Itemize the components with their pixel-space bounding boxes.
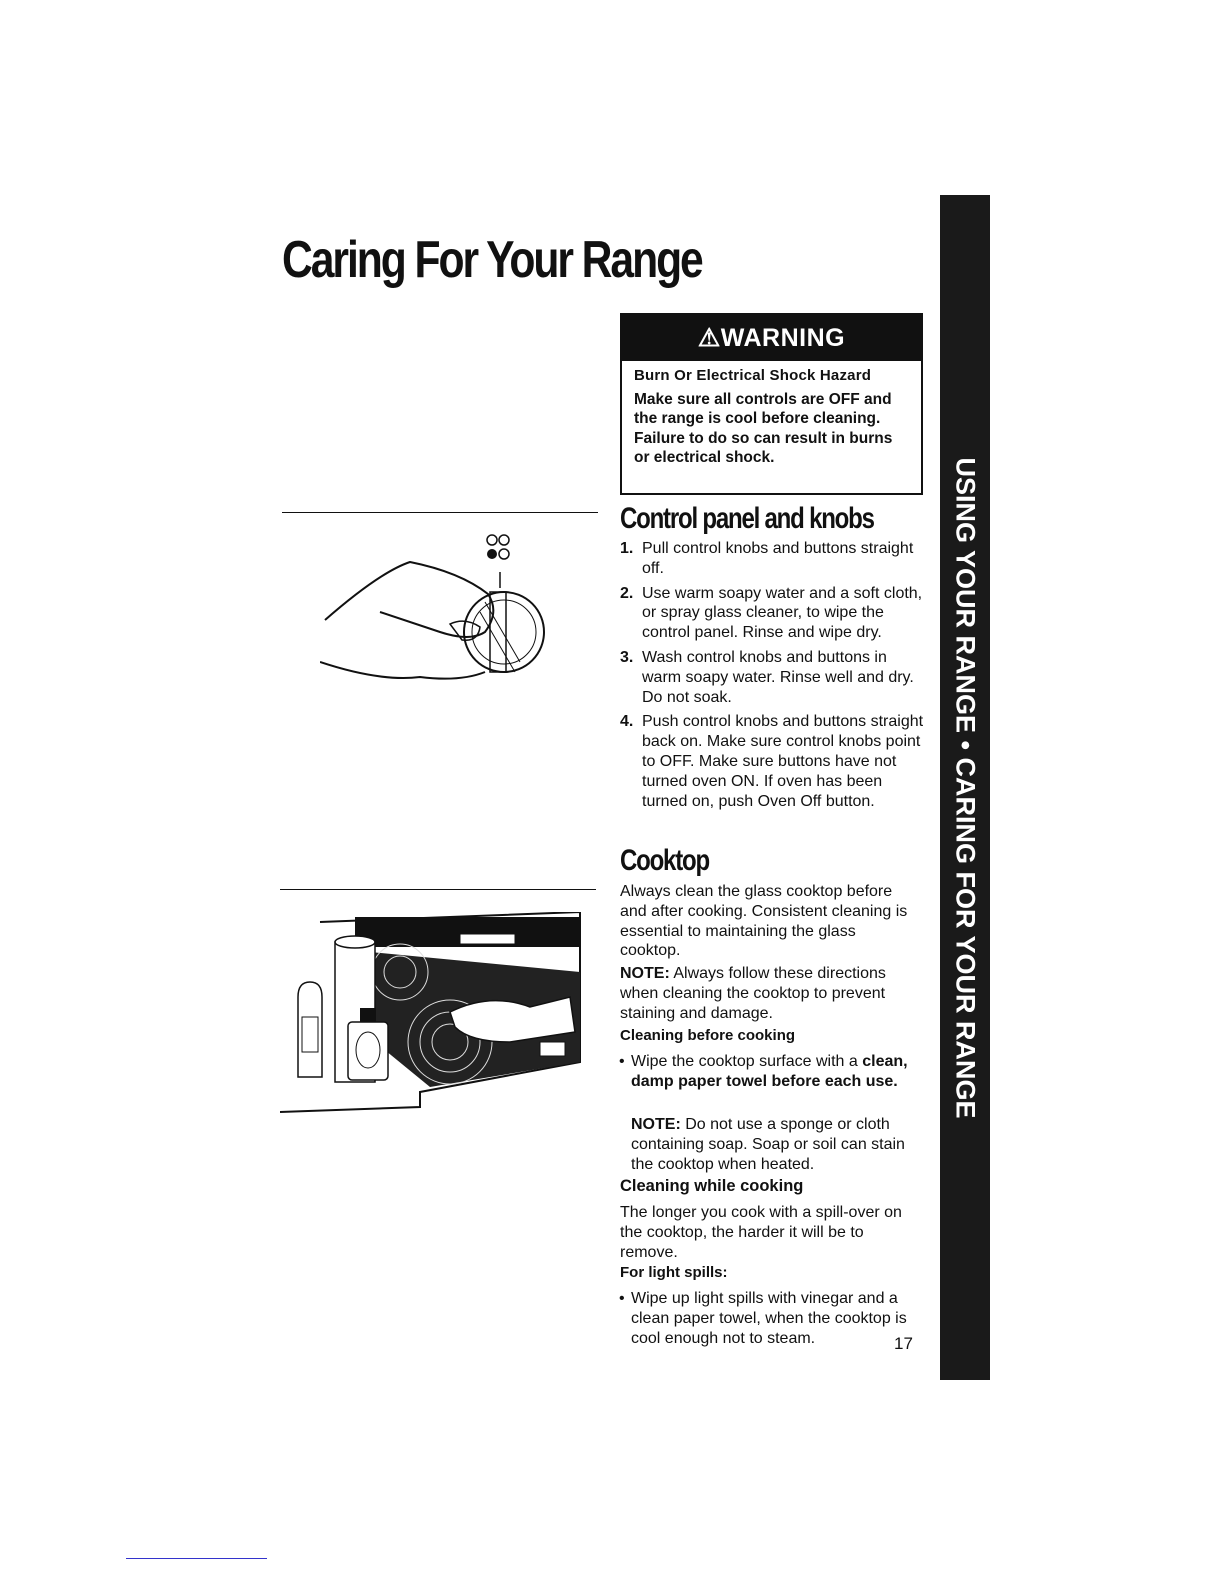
light-spills-bullet: • Wipe up light spills with vinegar and a clean paper towel, when the cooktop is cool enough not to steam. bbox=[619, 1290, 907, 1347]
bottom-rule bbox=[126, 1558, 267, 1559]
page-title: Caring For Your Range bbox=[282, 231, 702, 289]
cleaning-while-heading: Cleaning while cooking bbox=[620, 1177, 804, 1195]
warning-header: ⚠WARNING bbox=[622, 315, 921, 361]
cooktop-heading: Cooktop bbox=[620, 844, 709, 877]
warning-box bbox=[620, 313, 923, 495]
hand-turning-knob-illustration bbox=[320, 532, 550, 712]
cooktop-intro: Always clean the glass cooktop before and after cooking. Consistent cleaning is essential to maintaining the glass cooktop. bbox=[620, 883, 908, 960]
cleaning-while-text: The longer you cook with a spill-over on the cooktop, the harder it will be to remove. bbox=[620, 1204, 902, 1261]
side-tab-label: USING YOUR RANGE • CARING FOR YOUR RANGE bbox=[950, 456, 981, 1119]
wiping-cooktop-illustration bbox=[280, 912, 585, 1127]
warning-body bbox=[622, 361, 921, 468]
cleaning-before-heading: Cleaning before cooking bbox=[620, 1027, 796, 1044]
warning-text: Make sure all controls are OFF and the range is cool before cleaning. Failure to do so can result in burns or electrical shock. bbox=[634, 390, 893, 466]
page-number: 17 bbox=[894, 1334, 913, 1353]
divider-middle bbox=[280, 889, 596, 890]
control-panel-heading: Control panel and knobs bbox=[620, 502, 874, 535]
cooktop-note-1: NOTE: Always follow these directions when cleaning the cooktop to prevent staining and damage. bbox=[620, 965, 886, 1022]
control-panel-steps bbox=[620, 539, 925, 816]
step-item: 1. Pull control knobs and buttons straight off. bbox=[620, 540, 914, 577]
light-spills-heading: For light spills: bbox=[620, 1264, 728, 1281]
divider-top bbox=[282, 512, 598, 513]
step-item: 2. Use warm soapy water and a soft cloth, or spray glass cleaner, to wipe the control panel. Rinse and wipe dry. bbox=[620, 584, 923, 642]
before-bullet: • Wipe the cooktop surface with a clean, damp paper towel before each use. bbox=[619, 1053, 908, 1090]
step-item: 3. Wash control knobs and buttons in warm soapy water. Rinse well and dry. Do not soak. bbox=[620, 648, 914, 706]
section-side-tab bbox=[940, 195, 990, 1380]
warning-subtitle: Burn Or Electrical Shock Hazard bbox=[634, 367, 872, 384]
step-item: 4. Push control knobs and buttons straight back on. Make sure control knobs point to OFF. Make sure buttons have not turned oven ON. If oven has been turned on, push Oven Off button. bbox=[620, 713, 924, 810]
cooktop-note-2: NOTE: Do not use a sponge or cloth containing soap. Soap or soil can stain the cooktop when heated. bbox=[631, 1116, 905, 1173]
